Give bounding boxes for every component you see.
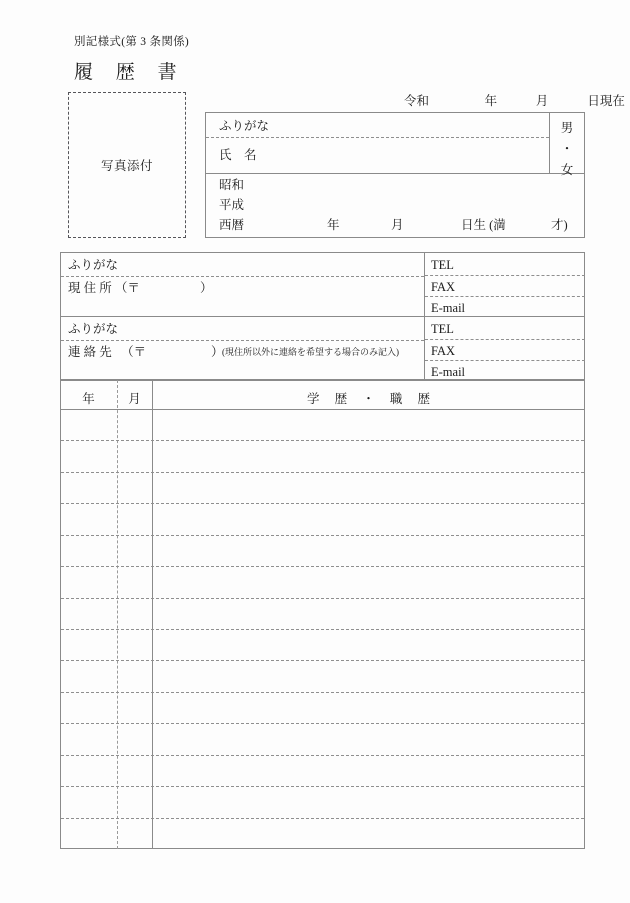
photo-attachment-label: 写真添付 [100, 159, 153, 173]
address-contact-divider [60, 316, 585, 317]
table-row-divider [61, 503, 584, 504]
history-header-content: 学 歴 ・ 職 歴 [306, 392, 436, 406]
date-line [404, 91, 625, 109]
table-row-divider [61, 598, 584, 599]
table-row-divider [61, 786, 584, 787]
name-birth-divider [205, 173, 585, 174]
current-postal-close: ） [200, 281, 213, 295]
table-row-divider [61, 692, 584, 693]
current-address-label: 現 住 所 （〒 [68, 281, 140, 295]
birth-era-showa[interactable]: 昭和 [219, 178, 245, 192]
education-work-history-table [60, 380, 585, 849]
current-furigana-divider [61, 276, 424, 277]
table-row-divider [61, 535, 584, 536]
current-email-label: E-mail [431, 301, 466, 315]
current-furigana-label: ふりがな [68, 258, 119, 272]
date-era-label: 令和 [404, 94, 430, 108]
table-row-divider [61, 818, 584, 819]
table-row-divider [61, 566, 584, 567]
contact-fax-email-divider [425, 360, 585, 361]
gender-female-label[interactable]: 女 [560, 163, 574, 177]
contact-fax-label: FAX [431, 344, 456, 358]
contact-tel-fax-divider [425, 339, 585, 340]
page-title: 履 歴 書 [74, 62, 186, 83]
table-row-divider [61, 755, 584, 756]
history-year-month-divider [117, 380, 118, 849]
birth-year-unit: 年 [327, 218, 340, 232]
history-header-divider [60, 409, 585, 410]
history-month-content-divider [152, 380, 153, 849]
date-day-unit: 日現在 [587, 94, 625, 108]
current-tel-fax-divider [425, 275, 585, 276]
photo-attachment-box[interactable] [68, 92, 186, 238]
birth-month-unit: 月 [391, 218, 404, 232]
contact-furigana-divider [61, 340, 424, 341]
current-fax-label: FAX [431, 280, 456, 294]
gender-separator: ・ [560, 142, 574, 156]
date-month-unit: 月 [535, 94, 549, 108]
birth-era-heisei[interactable]: 平成 [219, 198, 245, 212]
contact-tel-label: TEL [431, 322, 454, 336]
furigana-name-divider [206, 137, 549, 138]
table-row-divider [61, 472, 584, 473]
contact-email-label: E-mail [431, 365, 466, 379]
birth-day-unit: 日生 (満 [461, 218, 506, 232]
name-furigana-label: ふりがな [219, 119, 270, 133]
table-row-divider [61, 660, 584, 661]
name-label: 氏 名 [219, 148, 257, 162]
current-fax-email-divider [425, 296, 585, 297]
birth-age-unit: 才) [551, 218, 568, 232]
form-code-label: 別記様式(第 3 条関係) [74, 36, 190, 48]
contact-postal-close: ） [211, 345, 224, 359]
history-header-year: 年 [82, 392, 95, 406]
table-row-divider [61, 723, 584, 724]
contact-furigana-label: ふりがな [68, 322, 119, 336]
birth-era-western[interactable]: 西暦 [219, 218, 245, 232]
table-row-divider [61, 440, 584, 441]
date-year-unit: 年 [484, 94, 498, 108]
gender-male-label[interactable]: 男 [560, 121, 574, 135]
history-header-month: 月 [128, 392, 141, 406]
table-row-divider [61, 629, 584, 630]
current-tel-label: TEL [431, 258, 454, 272]
contact-address-label: 連 絡 先 （〒 [68, 345, 147, 359]
contact-note: (現住所以外に連絡を希望する場合のみ記入) [222, 347, 399, 357]
